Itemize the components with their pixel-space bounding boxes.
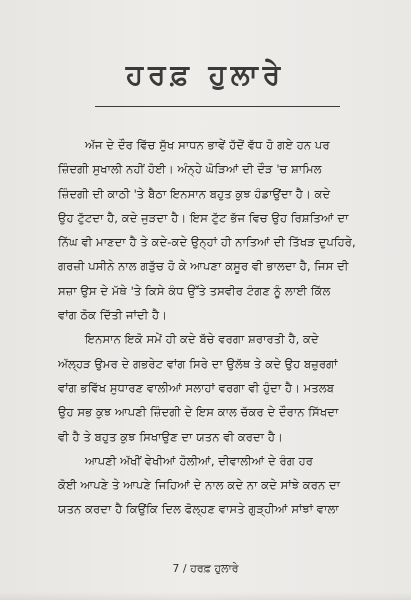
page-footer: 7 / ਹਰਫ਼ ਹੁਲਾਰੇ (172, 562, 239, 575)
text-line: ਜ਼ਿੰਦਗੀ ਦੀ ਕਾਠੀ 'ਤੇ ਬੈਠਾ ਇਨਸਾਨ ਬਹੁਤ ਕੁਝ ਹੰਡਾਉਂਦਾ ਹੈ। ਕਦੇ (58, 186, 331, 201)
page-edge-shadow (0, 592, 411, 600)
title-underline (95, 106, 340, 107)
text-line: ਆਪਣੀ ਅੱਖੀਂ ਵੇਖੀਆਂ ਹੋਲੀਆਂ, ਦੀਵਾਲੀਆਂ ਦੇ ਰੰਗ ਹਰ (85, 453, 314, 468)
text-line: ਸਜ਼ਾ ਉਸ ਦੇ ਮੱਥੇ 'ਤੇ ਕਿਸੇ ਕੰਧ ਉੱਤੇ ਤਸਵੀਰ ਟੰਗਣ ਨੂੰ ਲਾਈ ਕਿੱਲ (58, 283, 331, 298)
body-text (58, 133, 393, 522)
text-line: ਗਰਜ਼ੀ ਪਸੀਨੇ ਨਾਲ ਗੜੁੱਚ ਹੋ ਕੇ ਆਪਣਾ ਕਸੂਰ ਵੀ ਭਾਲਦਾ ਹੈ, ਜਿਸ ਦੀ (58, 259, 349, 274)
text-line: ਅੱਲ੍ਹੜ ਉਮਰ ਦੇ ਗਭਰੇਟ ਵਾਂਗ ਸਿਰੇ ਦਾ ਉਲੱਥ ਤੇ ਕਦੇ ਉਹ ਬਜ਼ੁਰਗਾਂ (58, 356, 338, 371)
text-line: ਵੀ ਹੈ ਤੇ ਬਹੁਤ ਕੁਝ ਸਿਖਾਉਣ ਦਾ ਯਤਨ ਵੀ ਕਰਦਾ ਹੈ। (58, 429, 283, 444)
text-line: ਵਾਂਗ ਭਵਿੱਖ ਸੁਧਾਰਣ ਵਾਲੀਆਂ ਸਲਾਹਾਂ ਵਰਗਾ ਵੀ ਹੁੰਦਾ ਹੈ। ਮਤਲਬ (58, 380, 335, 395)
text-line: ਕੋਈ ਆਪਣੇ ਤੇ ਆਪਣੇ ਜਿਹਿਆਂ ਦੇ ਨਾਲ ਕਦੇ ਨਾ ਕਦੇ ਸਾਂਝੇ ਕਰਨ ਦਾ (58, 478, 341, 493)
text-line: ਅੱਜ ਦੇ ਦੌਰ ਵਿੱਚ ਸੁੱਖ ਸਾਧਨ ਭਾਵੇਂ ਹੱਦੋਂ ਵੱਧ ਹੋ ਗਏ ਹਨ ਪਰ (85, 138, 330, 152)
chapter-title: ਹਰਫ਼ ਹੁਲਾਰੇ (125, 58, 286, 91)
text-line: ਜ਼ਿੰਦਗੀ ਸੁਖਾਲੀ ਨਹੀਂ ਹੋਈ। ਅੰਨ੍ਹੇ ਘੋੜਿਆਂ ਦੀ ਦੌੜ 'ਚ ਸ਼ਾਮਿਲ (58, 162, 322, 177)
text-line: ਨਿੱਘ ਵੀ ਮਾਣਦਾ ਹੈ ਤੇ ਕਦੇ-ਕਦੇ ਉਨ੍ਹਾਂ ਹੀ ਨਾਤਿਆਂ ਦੀ ਤਿੱਖੜ ਦੁਪਹਿਰੇ, (58, 235, 356, 250)
text-line: ਉਹ ਸਭ ਕੁਝ ਆਪਣੀ ਜ਼ਿੰਦਗੀ ਦੇ ਇਸ ਕਾਲ ਚੱਕਰ ਦੇ ਦੌਰਾਨ ਸਿੱਖਦਾ (58, 405, 339, 420)
text-line: ਇਨਸਾਨ ਇਕੋ ਸਮੇਂ ਹੀ ਕਦੇ ਬੱਚੇ ਵਰਗਾ ਸ਼ਰਾਰਤੀ ਹੈ, ਕਦੇ (85, 332, 319, 347)
text-line: ਯਤਨ ਕਰਦਾ ਹੈ ਕਿਉਂਕਿ ਦਿਲ ਫੋਲ੍ਹਣ ਵਾਸਤੇ ਗੁੜ੍ਹੀਆਂ ਸਾਂਝਾਂ ਵਾਲਾ (58, 502, 339, 517)
text-line: ਵਾਂਗ ਠੋਕ ਦਿੱਤੀ ਜਾਂਦੀ ਹੈ। (58, 308, 168, 323)
text-line: ਉਹ ਟੁੱਟਦਾ ਹੈ, ਕਦੇ ਜੁੜਦਾ ਹੈ। ਇਸ ਟੁੱਟ ਭੱਜ ਵਿਚ ਉਹ ਰਿਸ਼ਤਿਆਂ ਦਾ (58, 210, 349, 225)
